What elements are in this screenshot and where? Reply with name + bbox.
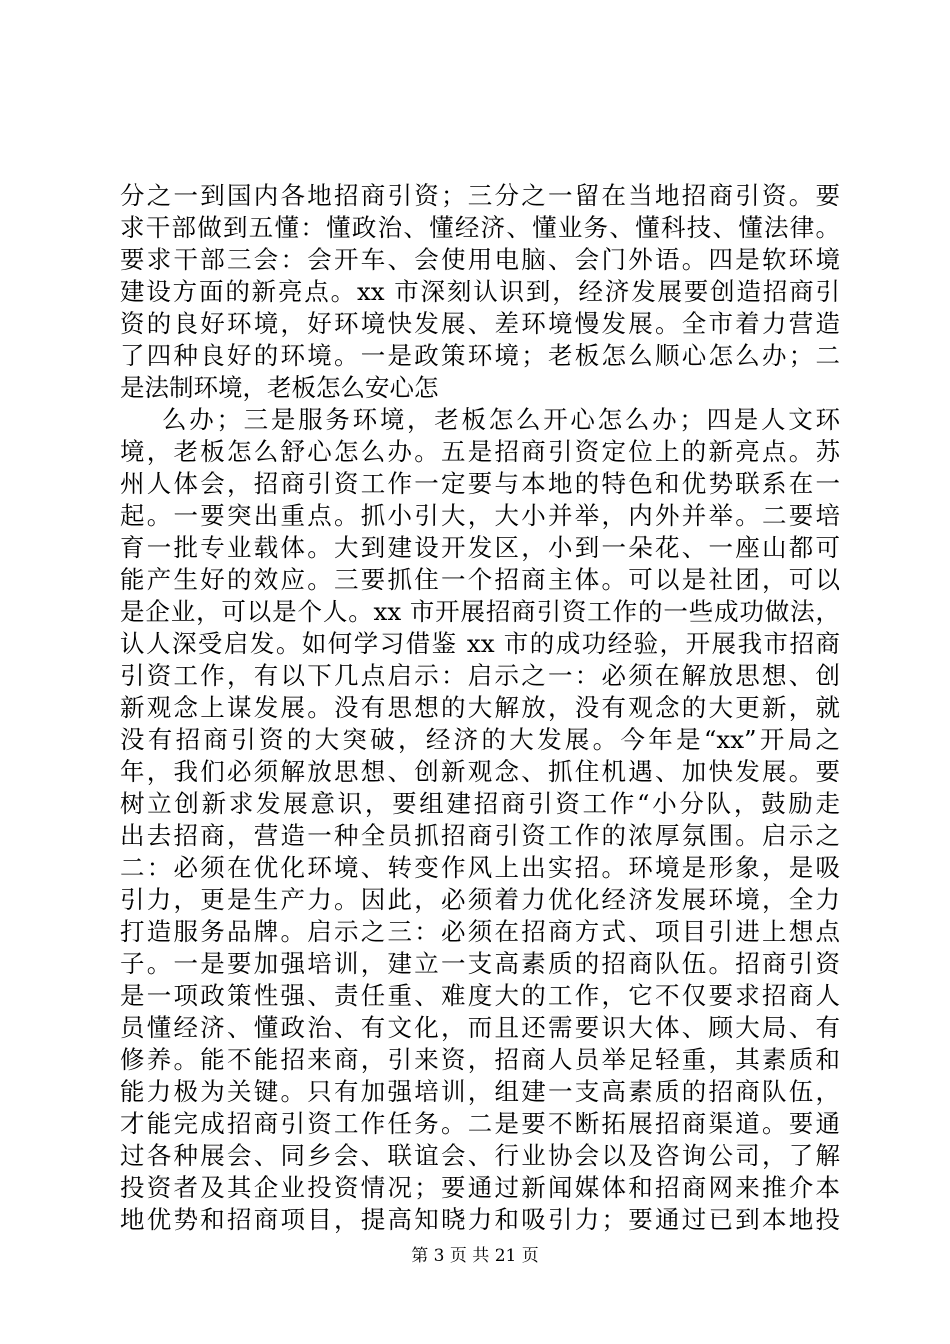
body-text: [120, 180, 840, 1236]
text-line: 员懂经济、懂政治、有文化，而且还需要识大体、顾大局、有: [120, 1013, 840, 1042]
text-line: 子。一是要加强培训，建立一支高素质的招商队伍。招商引资: [120, 949, 840, 978]
text-line-indented: 么办；三是服务环境，老板怎么开心怎么办；四是人文环: [162, 405, 840, 434]
text-line: 能力极为关键。只有加强培训，组建一支高素质的招商队伍，: [120, 1077, 840, 1106]
text-line: 地优势和招商项目，提高知晓力和吸引力；要通过已到本地投: [120, 1205, 840, 1234]
text-line: 才能完成招商引资工作任务。二是要不断拓展招商渠道。要通: [120, 1109, 840, 1138]
text-line: 起。一要突出重点。抓小引大，大小并举，内外并举。二要培: [120, 501, 840, 530]
text-line: 是法制环境，老板怎么安心怎: [120, 373, 439, 402]
text-line: 引资工作，有以下几点启示：启示之一：必须在解放思想、创: [120, 661, 840, 690]
text-line: 年，我们必须解放思想、创新观念、抓住机遇、加快发展。要: [120, 757, 840, 786]
text-line: 要求干部三会：会开车、会使用电脑、会门外语。四是软环境: [120, 245, 840, 274]
text-line: 二：必须在优化环境、转变作风上出实招。环境是形象，是吸: [120, 853, 840, 882]
text-line: 能产生好的效应。三要抓住一个招商主体。可以是社团，可以: [120, 565, 840, 594]
text-line: 是企业，可以是个人。xx 市开展招商引资工作的一些成功做法，: [120, 597, 840, 626]
text-line: 资的良好环境，好环境快发展、差环境慢发展。全市着力营造: [120, 309, 840, 338]
text-line: 建设方面的新亮点。xx 市深刻认识到，经济发展要创造招商引: [120, 277, 840, 306]
text-line: 过各种展会、同乡会、联谊会、行业协会以及咨询公司，了解: [120, 1141, 840, 1170]
text-line: 州人体会，招商引资工作一定要与本地的特色和优势联系在一: [120, 469, 840, 498]
text-line: 新观念上谋发展。没有思想的大解放，没有观念的大更新，就: [120, 693, 840, 722]
page-footer: [0, 1244, 950, 1268]
text-line: 境，老板怎么舒心怎么办。五是招商引资定位上的新亮点。苏: [120, 437, 840, 466]
page-number: 第 3 页 共 21 页: [411, 1246, 539, 1266]
text-line: 分之一到国内各地招商引资；三分之一留在当地招商引资。要: [120, 181, 840, 210]
text-line: 引力，更是生产力。因此，必须着力优化经济发展环境，全力: [120, 885, 840, 914]
text-line: 育一批专业载体。大到建设开发区，小到一朵花、一座山都可: [120, 533, 840, 562]
text-line: 打造服务品牌。启示之三：必须在招商方式、项目引进上想点: [120, 917, 840, 946]
text-line: 树立创新求发展意识，要组建招商引资工作“小分队，鼓励走: [120, 789, 840, 818]
text-line: 投资者及其企业投资情况；要通过新闻媒体和招商网来推介本: [120, 1173, 840, 1202]
text-line: 求干部做到五懂：懂政治、懂经济、懂业务、懂科技、懂法律。: [120, 213, 840, 242]
text-line: 认人深受启发。如何学习借鉴 xx 市的成功经验，开展我市招商: [120, 629, 840, 658]
text-line: 修养。能不能招来商，引来资，招商人员举足轻重，其素质和: [120, 1045, 840, 1074]
text-line: 出去招商，营造一种全员抓招商引资工作的浓厚氛围。启示之: [120, 821, 840, 850]
text-line: 了四种良好的环境。一是政策环境；老板怎么顺心怎么办；二: [120, 341, 840, 370]
text-line: 没有招商引资的大突破，经济的大发展。今年是“xx”开局之: [120, 725, 840, 754]
text-line: 是一项政策性强、责任重、难度大的工作，它不仅要求招商人: [120, 981, 840, 1010]
